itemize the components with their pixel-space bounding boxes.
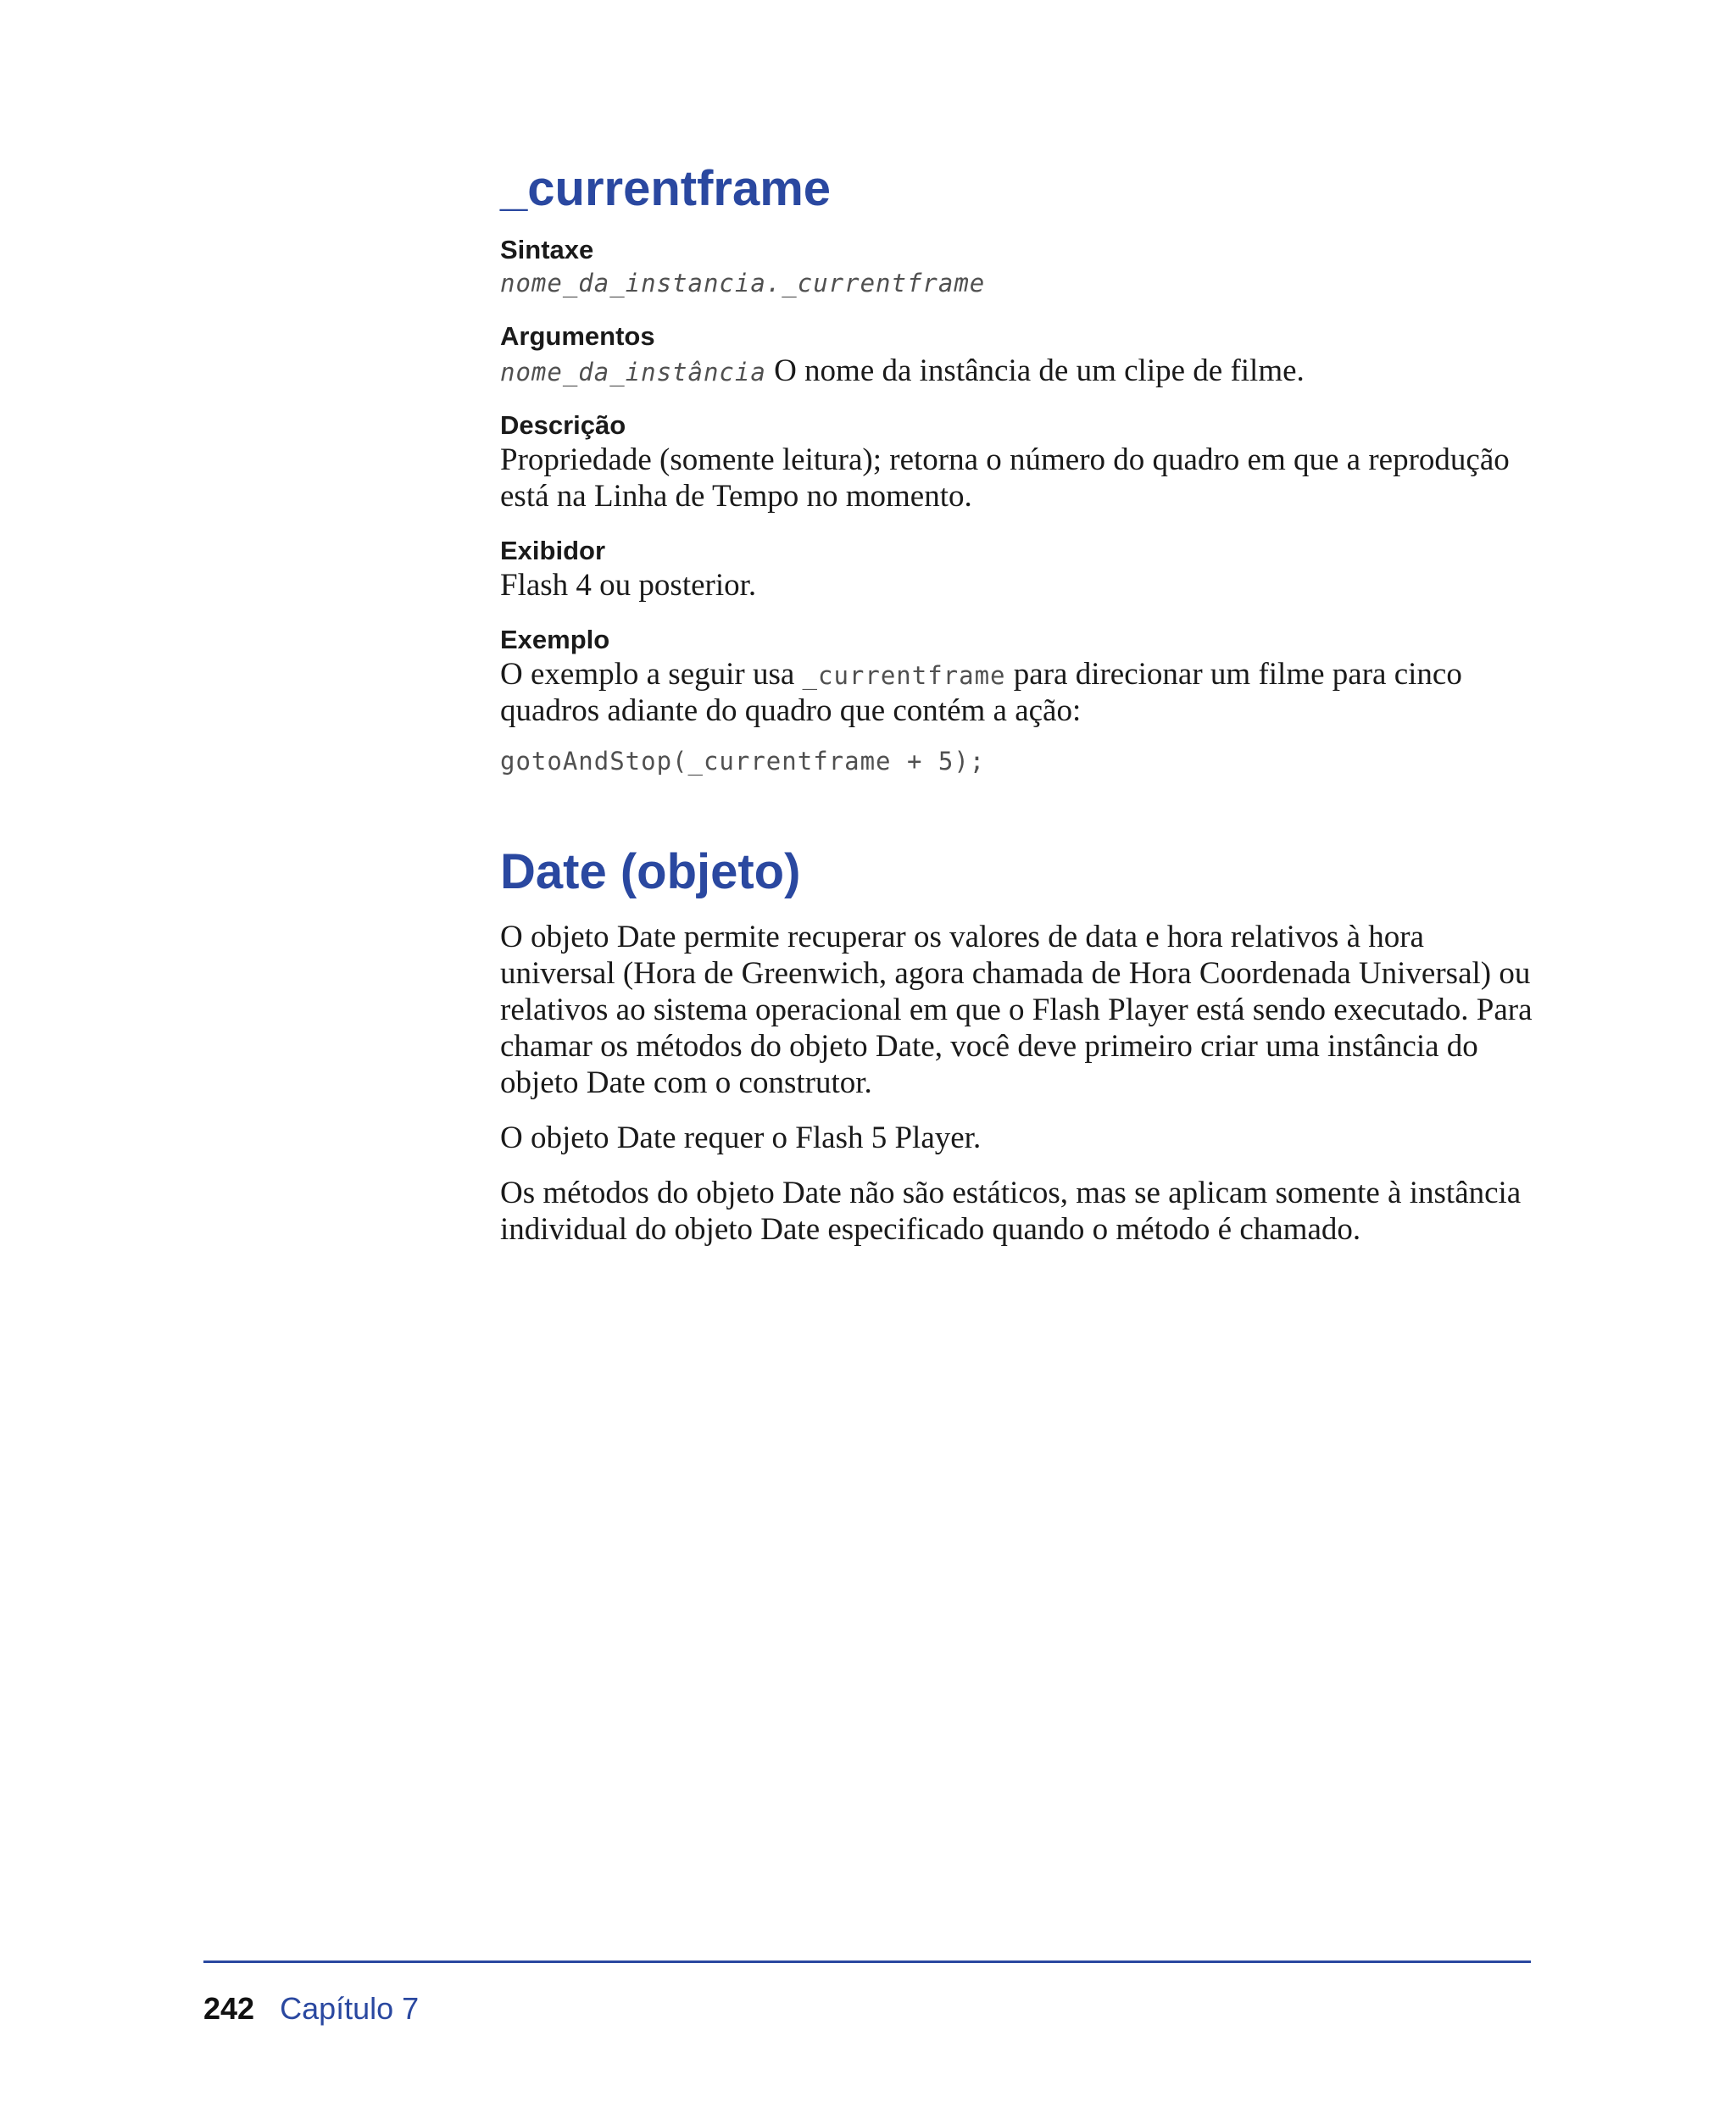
page-footer — [203, 1990, 419, 2027]
description-text: Propriedade (somente leitura); retorna o número do quadro em que a reprodução está na Linha de Tempo no momento. — [500, 442, 1510, 514]
footer-rule — [203, 1960, 1531, 1963]
description-section — [500, 409, 1534, 514]
example-text-after: para direcionar um filme para cinco quadros adiante do quadro que contém a ação: — [500, 657, 1462, 728]
player-text: Flash 4 ou posterior. — [500, 568, 757, 603]
arguments-section — [500, 320, 1534, 389]
date-paragraph-3: Os métodos do objeto Date não são estáticos, mas se aplicam somente à instância individual do objeto Date especificado quando o método é chamado. — [500, 1176, 1522, 1247]
page-number: 242 — [203, 1991, 255, 2026]
chapter-label: Capítulo 7 — [280, 1991, 420, 2026]
arguments-label: Argumentos — [500, 321, 655, 351]
description-label: Descrição — [500, 410, 626, 440]
arguments-text — [500, 353, 1534, 389]
example-code-block: gotoAndStop(_currentframe + 5); — [500, 747, 986, 776]
player-label: Exibidor — [500, 536, 606, 565]
example-section — [500, 624, 1534, 778]
syntax-label: Sintaxe — [500, 235, 594, 264]
page-content — [500, 161, 1534, 1266]
argument-name-code: nome_da_instância — [500, 358, 766, 387]
date-paragraph-1: O objeto Date permite recuperar os valores de data e hora relativos à hora universal (Hora de Greenwich, agora chamada de Hora Coordenada Universal) ou relativos ao sistema operacional em que o Flash Player está sendo executado. Para chamar os métodos do objeto Date, você deve primeiro criar uma instância do objeto Date com o construtor. — [500, 920, 1533, 1100]
example-text — [500, 656, 1534, 729]
syntax-code: nome_da_instancia._currentframe — [500, 269, 986, 298]
example-text-before: O exemplo a seguir usa — [500, 657, 803, 692]
argument-description: O nome da instância de um clipe de filme. — [765, 353, 1305, 388]
example-label: Exemplo — [500, 625, 610, 654]
player-section — [500, 535, 1534, 603]
example-inline-code: _currentframe — [802, 661, 1006, 690]
section-title-currentframe: _currentframe — [500, 161, 832, 216]
section-title-date-object: Date (objeto) — [500, 844, 801, 899]
syntax-section — [500, 234, 1534, 300]
date-paragraph-2: O objeto Date requer o Flash 5 Player. — [500, 1121, 982, 1155]
